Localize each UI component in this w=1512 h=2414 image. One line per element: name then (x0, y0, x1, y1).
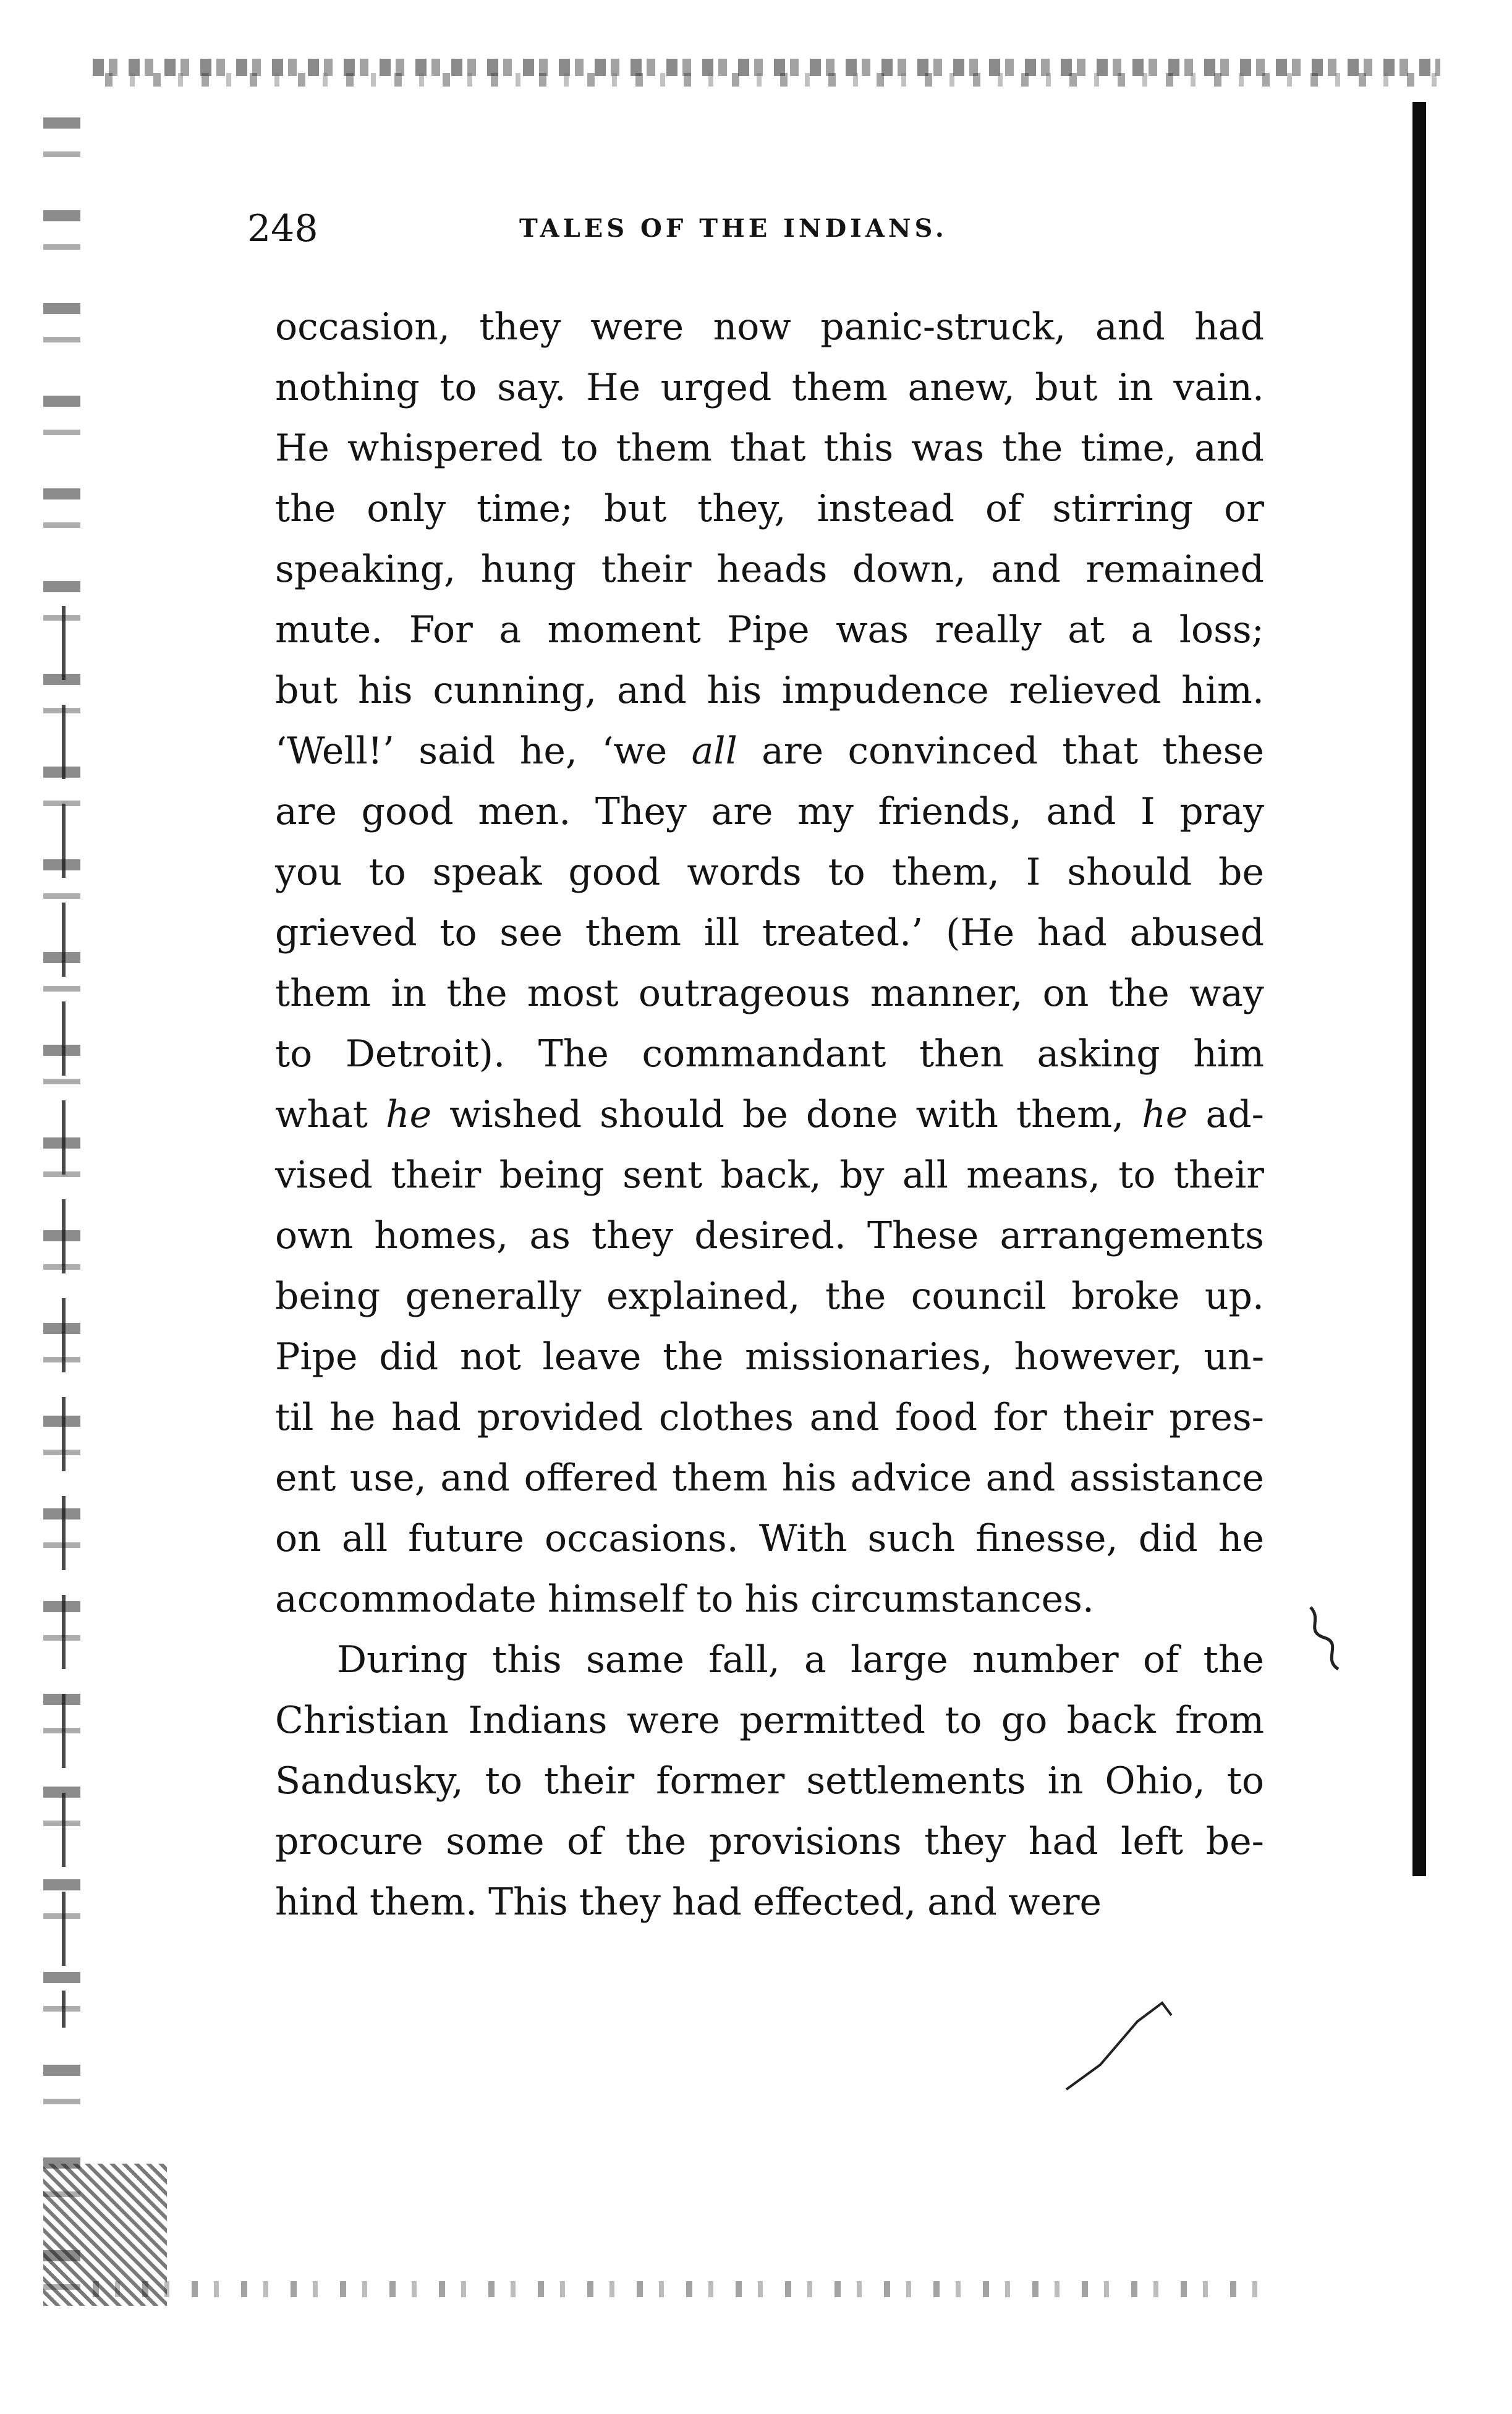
page-number: 248 (247, 207, 318, 250)
text-line: speaking, hung their heads down, and remained (275, 548, 1264, 591)
scan-artifact-left-rule (62, 606, 66, 2028)
text-line: own homes, as they desired. These arrangements (275, 1214, 1264, 1257)
text-line: occasion, they were now panic-struck, and had (275, 305, 1264, 349)
body-text (275, 297, 1264, 1932)
text-line: During this same fall, a large number of the (337, 1638, 1264, 1681)
text-line: vised their being sent back, by all means, to their (275, 1154, 1264, 1197)
page-edge-shadow (1412, 102, 1426, 1876)
text-line: Christian Indians were permitted to go back from (275, 1699, 1264, 1742)
text-line: He whispered to them that this was the time, and (275, 427, 1264, 470)
scan-artifact-top (87, 73, 1446, 87)
text-line: mute. For a moment Pipe was really at a loss; (275, 608, 1264, 652)
margin-scribble (1298, 1601, 1348, 1675)
running-head (247, 204, 1113, 253)
text-line: the only time; but they, instead of stirring or (275, 487, 1264, 530)
text-line: you to speak good words to them, I should be (275, 851, 1264, 894)
text-line: Pipe did not leave the missionaries, however, un- (275, 1335, 1264, 1379)
text-line: to Detroit). The commandant then asking him (275, 1032, 1264, 1076)
text-line: til he had provided clothes and food for their pres- (275, 1396, 1264, 1439)
text-line: grieved to see them ill treated.’ (He had abused (275, 911, 1264, 954)
running-title: TALES OF THE INDIANS. (519, 214, 948, 243)
text-line: Sandusky, to their former settlements in Ohio, to (275, 1759, 1264, 1803)
text-line: hind them. This they had effected, and were (275, 1881, 1102, 1924)
text-line: procure some of the provisions they had left be- (275, 1820, 1264, 1863)
text-line: them in the most outrageous manner, on the way (275, 972, 1264, 1015)
text-line: but his cunning, and his impudence relieved him. (275, 669, 1264, 712)
text-line: ent use, and offered them his advice and assistance (275, 1456, 1264, 1500)
text-line: are good men. They are my friends, and I pray (275, 790, 1264, 833)
text-line: on all future occasions. With such finesse, did he (275, 1517, 1264, 1560)
text-line: being generally explained, the council broke up. (275, 1275, 1264, 1318)
text-line: nothing to say. He urged them anew, but in vain. (275, 366, 1264, 409)
pen-mark (1063, 1997, 1174, 2096)
scan-artifact-corner (43, 2164, 167, 2306)
text-line: what he wished should be done with them, he ad- (275, 1093, 1264, 1136)
text-line: accommodate himself to his circumstances. (275, 1578, 1094, 1621)
text-line: ‘Well!’ said he, ‘we all are convinced that these (275, 729, 1264, 773)
scan-artifact-bottom (93, 2281, 1267, 2297)
